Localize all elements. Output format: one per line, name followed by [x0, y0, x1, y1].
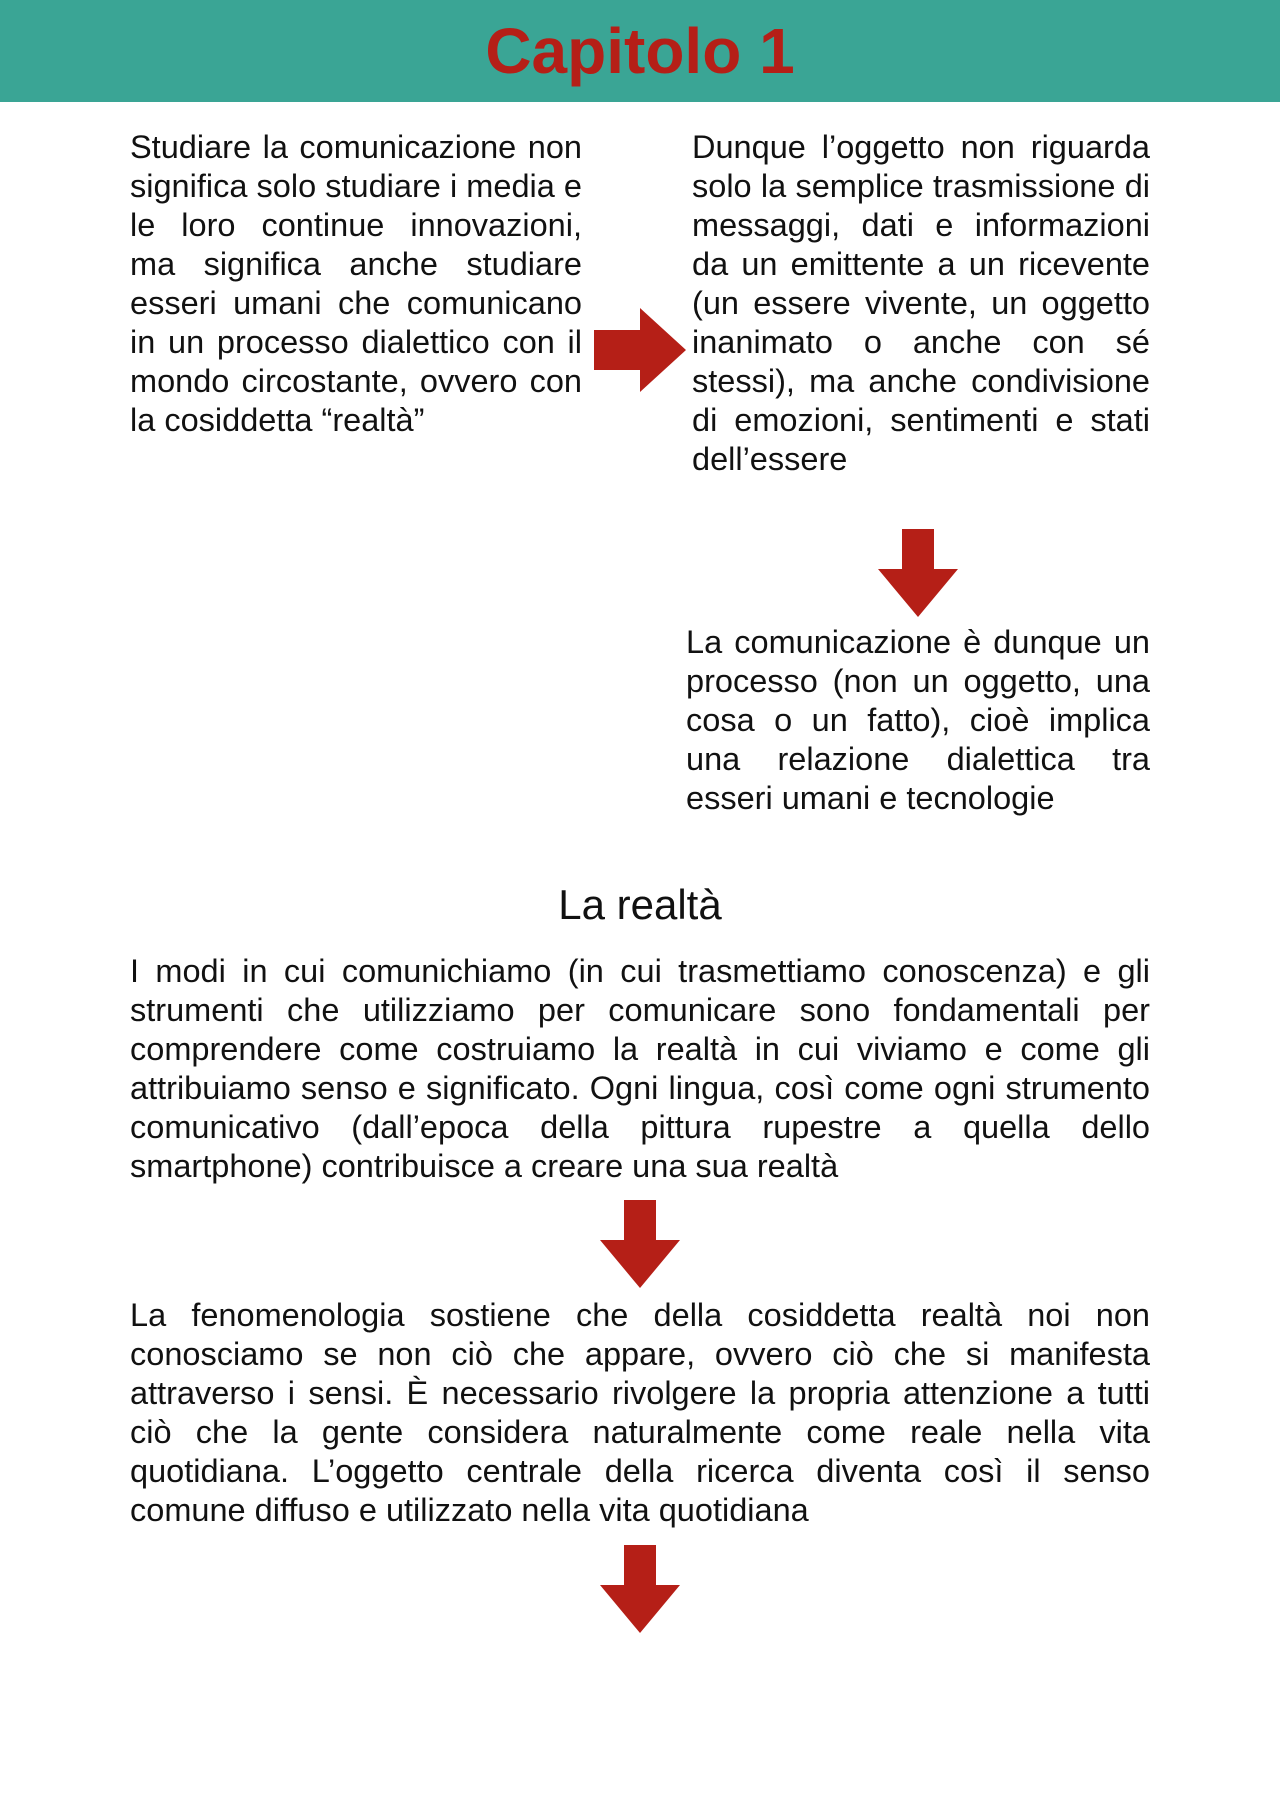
arrow-down-icon — [878, 529, 958, 617]
section-title-reality: La realtà — [558, 881, 722, 928]
paragraph-communication-study: Studiare la comunicazione non significa solo studiare i media e le loro continue innovazioni, ma significa anche studiare esseri umani che comunicano in un processo dialettico con il mondo circostante, ovvero con la cosiddetta “realtà” — [130, 129, 582, 438]
arrow-right-icon — [594, 308, 686, 392]
paragraph-reality: I modi in cui comunichiamo (in cui trasmettiamo conoscenza) e gli strumenti che utilizziamo per comunicare sono fondamentali per comprendere come costruiamo la realtà in cui viviamo e come gli attribuiamo senso e significato. Ogni lingua, così come ogni strumento comunicativo (dall’epoca della pittura rupestre a quella dello smartphone) contribuisce a creare una sua realtà — [130, 953, 1150, 1184]
paragraph-phenomenology: La fenomenologia sostiene che della cosiddetta realtà noi non conosciamo se non ciò che appare, ovvero ciò che si manifesta attraverso i sensi. È necessario rivolgere la propria attenzione a tutti ciò che la gente considera naturalmente come reale nella vita quotidiana. L’oggetto centrale della ricerca diventa così il senso comune diffuso e utilizzato nella vita quotidiana — [130, 1297, 1150, 1528]
chapter-header — [0, 0, 1280, 102]
paragraph-process: La comunicazione è dunque un processo (non un oggetto, una cosa o un fatto), cioè implica una relazione dialettica tra esseri umani e tecnologie — [686, 624, 1150, 816]
arrow-down-icon — [600, 1200, 680, 1288]
chapter-title: Capitolo 1 — [485, 15, 795, 87]
arrow-down-icon — [600, 1545, 680, 1633]
paragraph-object-definition: Dunque l’oggetto non riguarda solo la semplice trasmissione di messaggi, dati e informazioni da un emittente a un ricevente (un essere vivente, un oggetto inanimato o anche con sé stessi), ma anche condivisione di emozioni, sentimenti e stati dell’essere — [692, 129, 1150, 477]
